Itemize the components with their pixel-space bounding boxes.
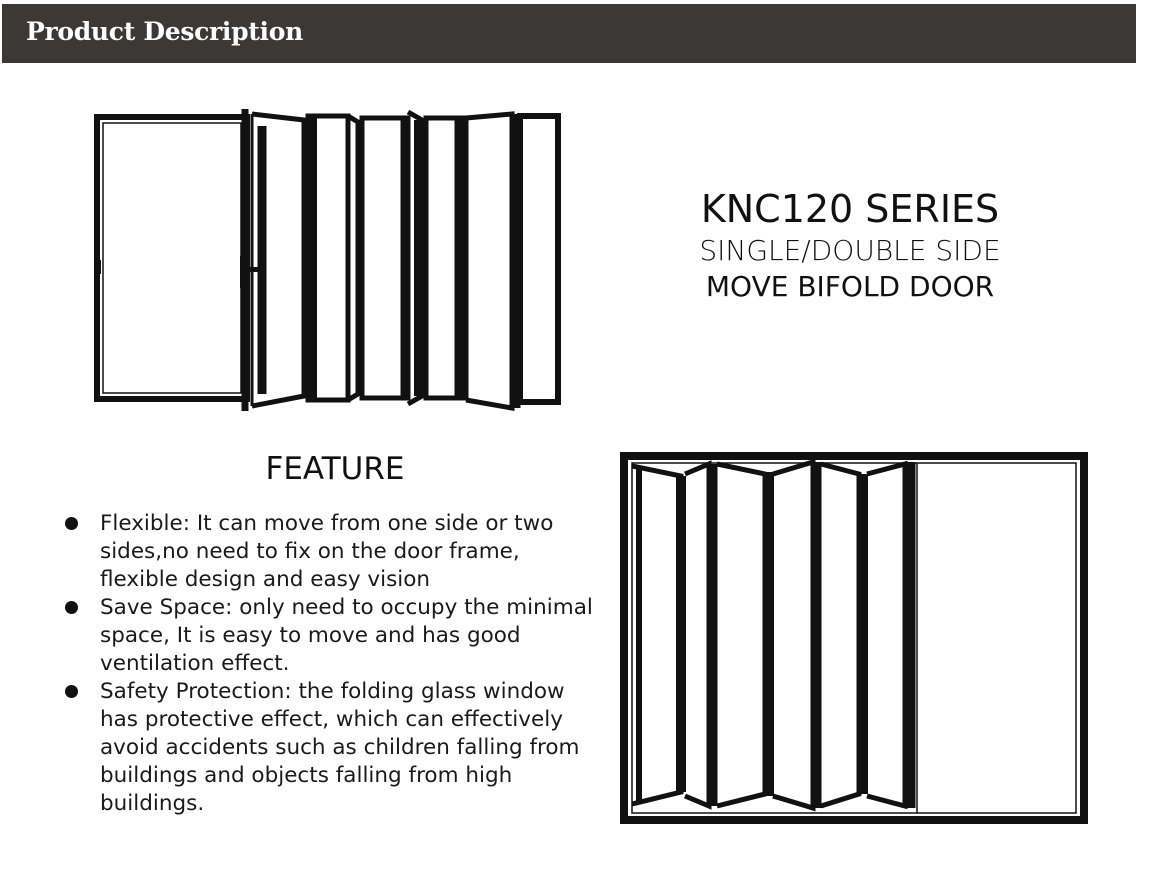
- feature-text: Flexible: It can move from one side or two sides,no need to fix on the door frame, flexible design and easy vision: [100, 511, 554, 592]
- series-subtitle-line-1: SINGLE/DOUBLE SIDE: [699, 234, 1001, 267]
- feature-heading: FEATURE: [265, 451, 405, 487]
- bullet-icon: [65, 517, 78, 530]
- bullet-icon: [65, 685, 78, 698]
- feature-list: [60, 510, 600, 818]
- feature-item-save-space: [60, 594, 600, 678]
- series-subtitle-line-2: MOVE BIFOLD DOOR: [705, 270, 995, 303]
- bifold-door-folded-open-image: [619, 450, 1089, 826]
- feature-item-flexible: [60, 510, 600, 594]
- series-name: KNC120 SERIES: [700, 187, 1000, 231]
- feature-text: Save Space: only need to occupy the minimal space, It is easy to move and has good ventilation effect.: [100, 595, 593, 676]
- header-title: Product Description: [26, 17, 304, 46]
- bullet-icon: [65, 601, 78, 614]
- header-bar: [2, 4, 1136, 63]
- feature-text: Safety Protection: the folding glass window has protective effect, which can effectively avoid accidents such as children falling from buildings and objects falling from high buildings.: [100, 679, 580, 816]
- bifold-door-partially-folded-image: [92, 104, 564, 416]
- feature-item-safety-protection: [60, 678, 600, 818]
